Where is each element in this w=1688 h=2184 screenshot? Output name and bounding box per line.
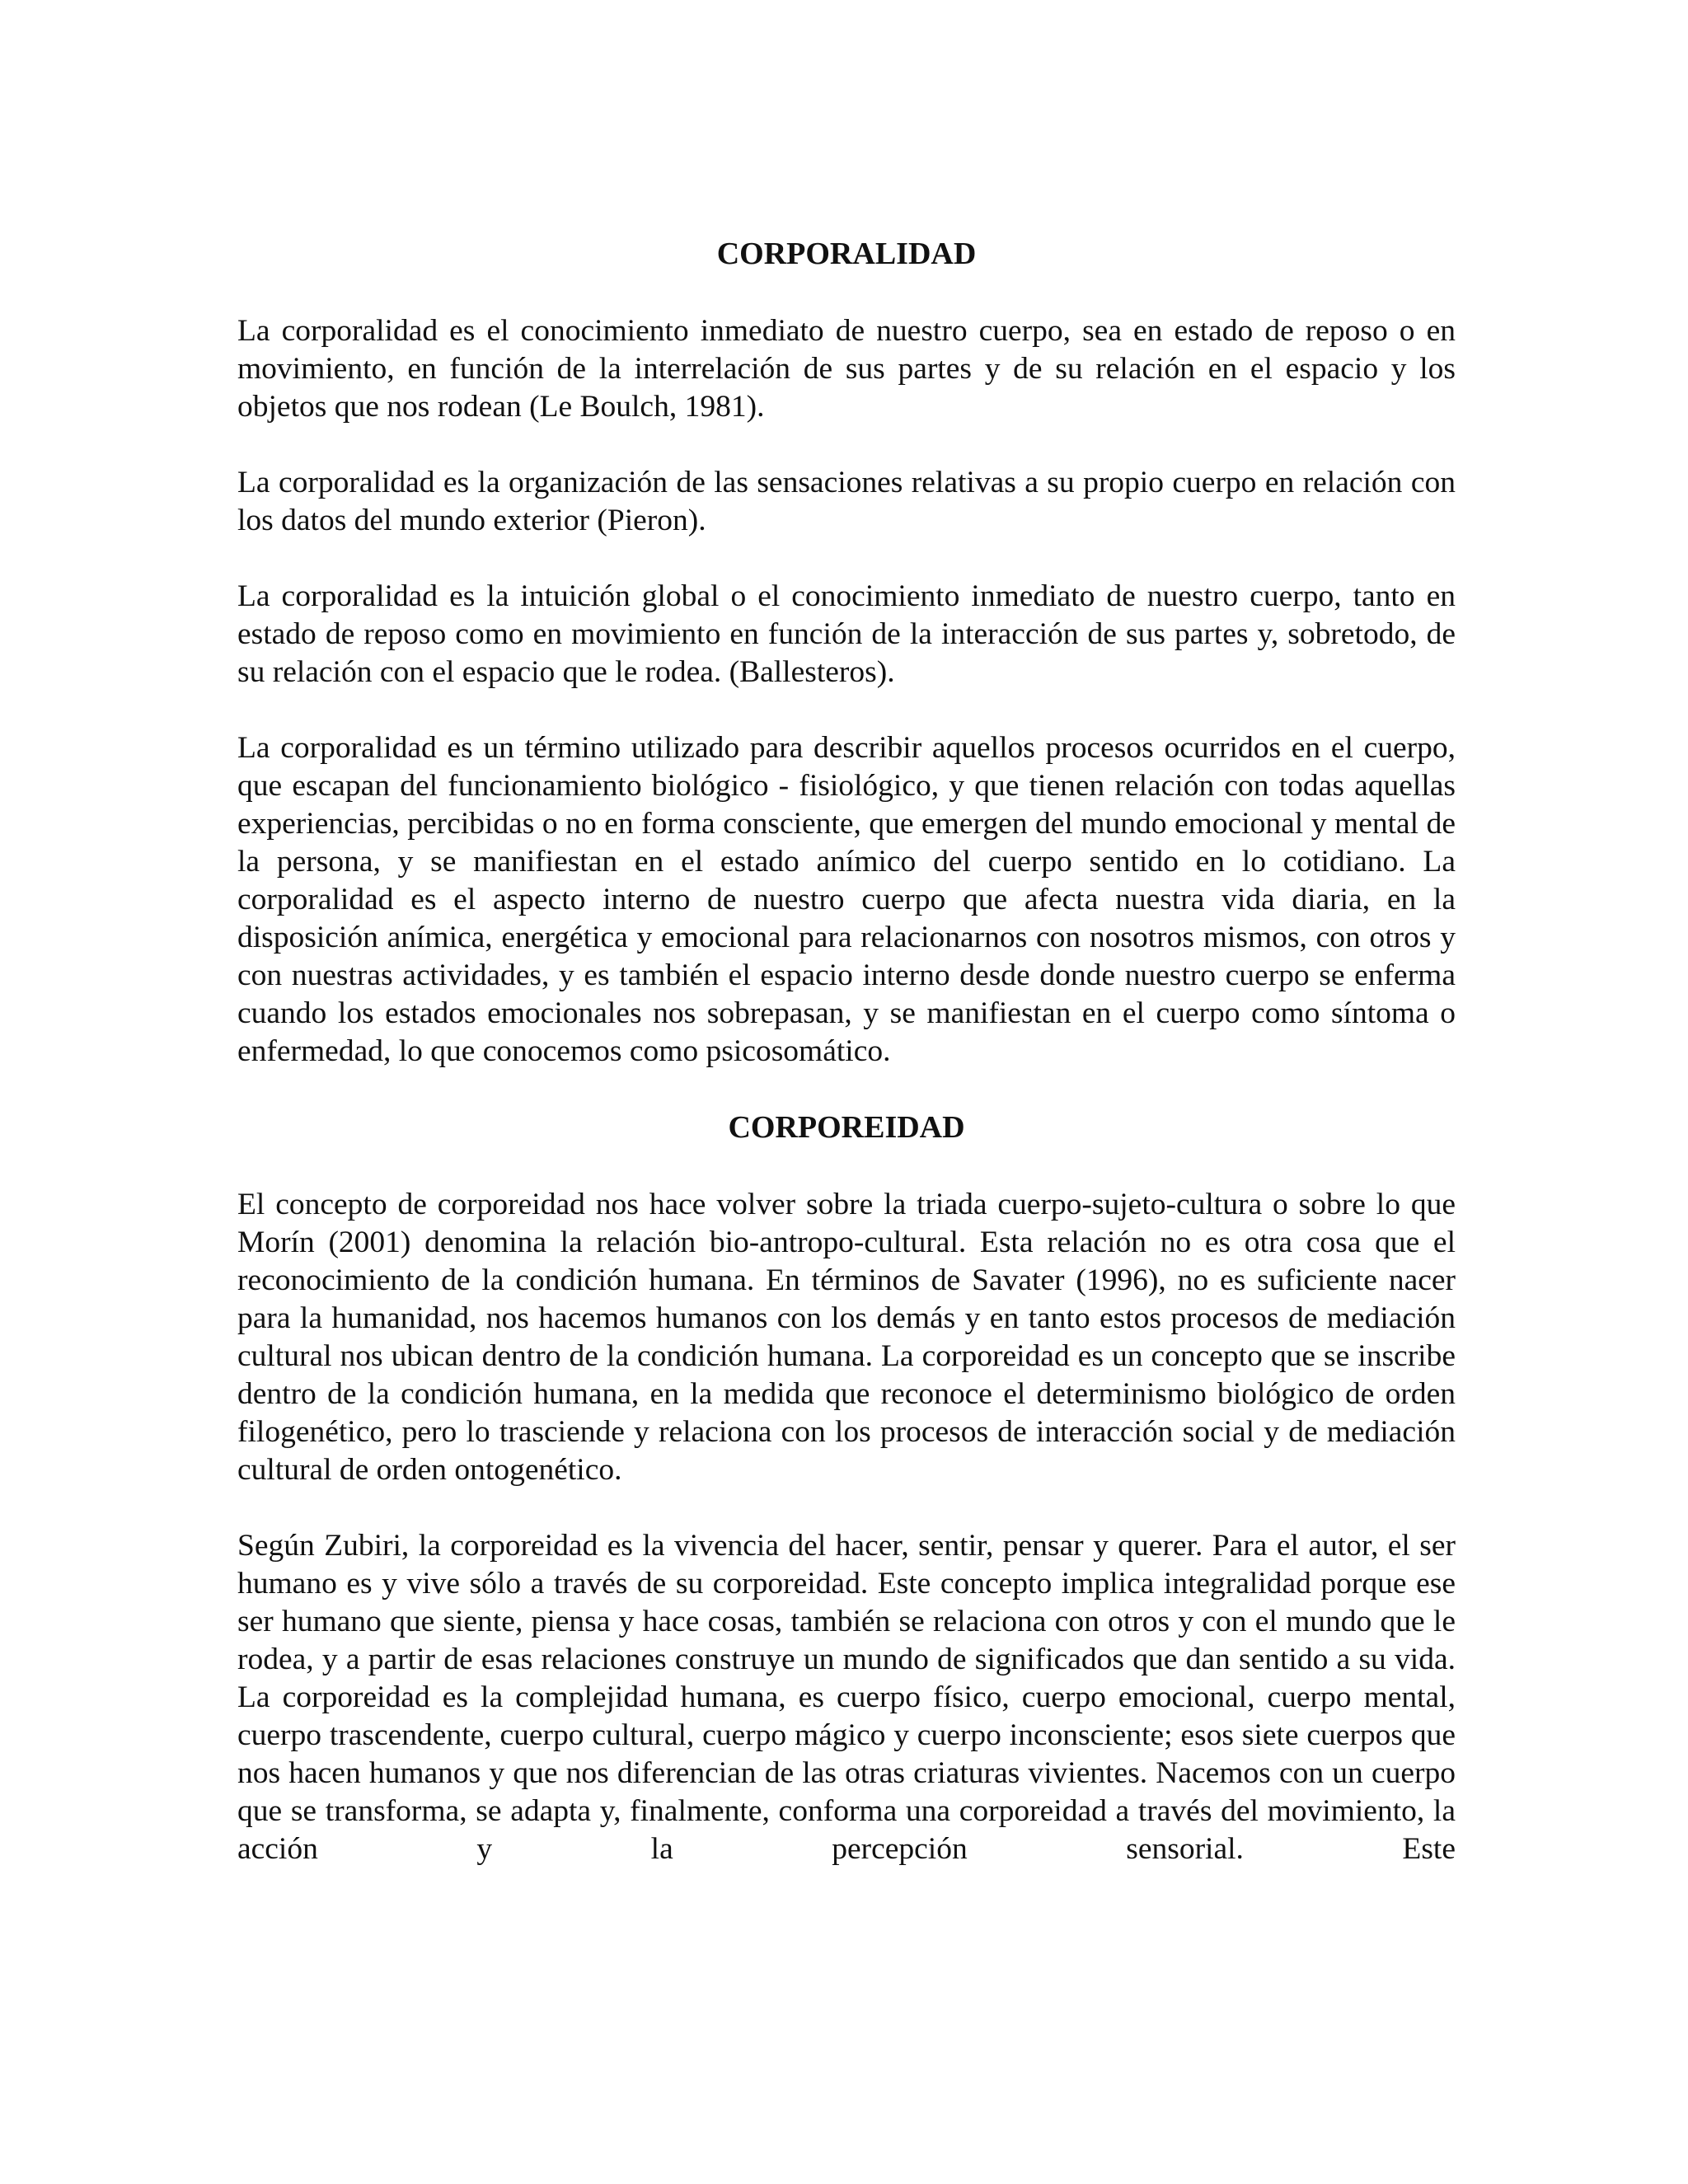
section-title-corporeidad: CORPOREIDAD xyxy=(728,1110,965,1145)
paragraph-corporalidad-4: La corporalidad es un término utilizado para describir aquellos procesos ocurridos en el cuerpo, que escapan del funcionamiento biológico - fisiológico, y que tienen relación con todas aquellas experiencias, percibidas o no en forma consciente, que emergen del mundo emocional y mental de la persona, y se manifiestan en el estado anímico del cuerpo sentido en lo cotidiano. La corporalidad es el aspecto interno de nuestro cuerpo que afecta nuestra vida diaria, en la disposición anímica, energética y emocional para relacionarnos con nosotros mismos, con otros y con nuestras actividades, y es también el espacio interno desde donde nuestro cuerpo se enferma cuando los estados emocionales nos sobrepasan, y se manifiestan en el cuerpo como síntoma o enfermedad, lo que conocemos como psicosomático. xyxy=(237,731,1456,1068)
paragraph-corporeidad-2: Según Zubiri, la corporeidad es la vivencia del hacer, sentir, pensar y querer. Para el autor, el ser humano es y vive sólo a través de su corporeidad. Este concepto implica integralidad porque ese ser humano que siente, piensa y hace cosas, también se relaciona con otros y con el mundo que le rodea, y a partir de esas relaciones construye un mundo de significados que dan sentido a su vida. La corporeidad es la complejidad humana, es cuerpo físico, cuerpo emocional, cuerpo mental, cuerpo trascendente, cuerpo cultural, cuerpo mágico y cuerpo inconsciente; esos siete cuerpos que nos hacen humanos y que nos diferencian de las otras criaturas vivientes. Nacemos con un cuerpo que se transforma, se adapta y, finalmente, conforma una corporeidad a través del movimiento, la acción y la percepción sensorial. Este xyxy=(237,1529,1456,1866)
paragraph-corporalidad-3: La corporalidad es la intuición global o el conocimiento inmediato de nuestro cuerpo, tanto en estado de reposo como en movimiento en función de la interacción de sus partes y, sobretodo, de su relación con el espacio que le rodea. (Ballesteros). xyxy=(237,579,1456,689)
paragraph-corporeidad-1: El concepto de corporeidad nos hace volver sobre la triada cuerpo-sujeto-cultura o sobre lo que Morín (2001) denomina la relación bio-antropo-cultural. Esta relación no es otra cosa que el reconocimiento de la condición humana. En términos de Savater (1996), no es suficiente nacer para la humanidad, nos hacemos humanos con los demás y en tanto estos procesos de mediación cultural nos ubican dentro de la condición humana. La corporeidad es un concepto que se inscribe dentro de la condición humana, en la medida que reconoce el determinismo biológico de orden filogenético, pero lo trasciende y relaciona con los procesos de interacción social y de mediación cultural de orden ontogenético. xyxy=(237,1188,1456,1487)
paragraph-corporalidad-2: La corporalidad es la organización de las sensaciones relativas a su propio cuerpo en relación con los datos del mundo exterior (Pieron). xyxy=(237,466,1456,537)
document-body xyxy=(237,235,1456,1868)
section-title-corporalidad: CORPORALIDAD xyxy=(716,237,977,271)
paragraph-corporalidad-1: La corporalidad es el conocimiento inmediato de nuestro cuerpo, sea en estado de reposo o en movimiento, en función de la interrelación de sus partes y de su relación en el espacio y los objetos que nos rodean (Le Boulch, 1981). xyxy=(237,314,1456,424)
